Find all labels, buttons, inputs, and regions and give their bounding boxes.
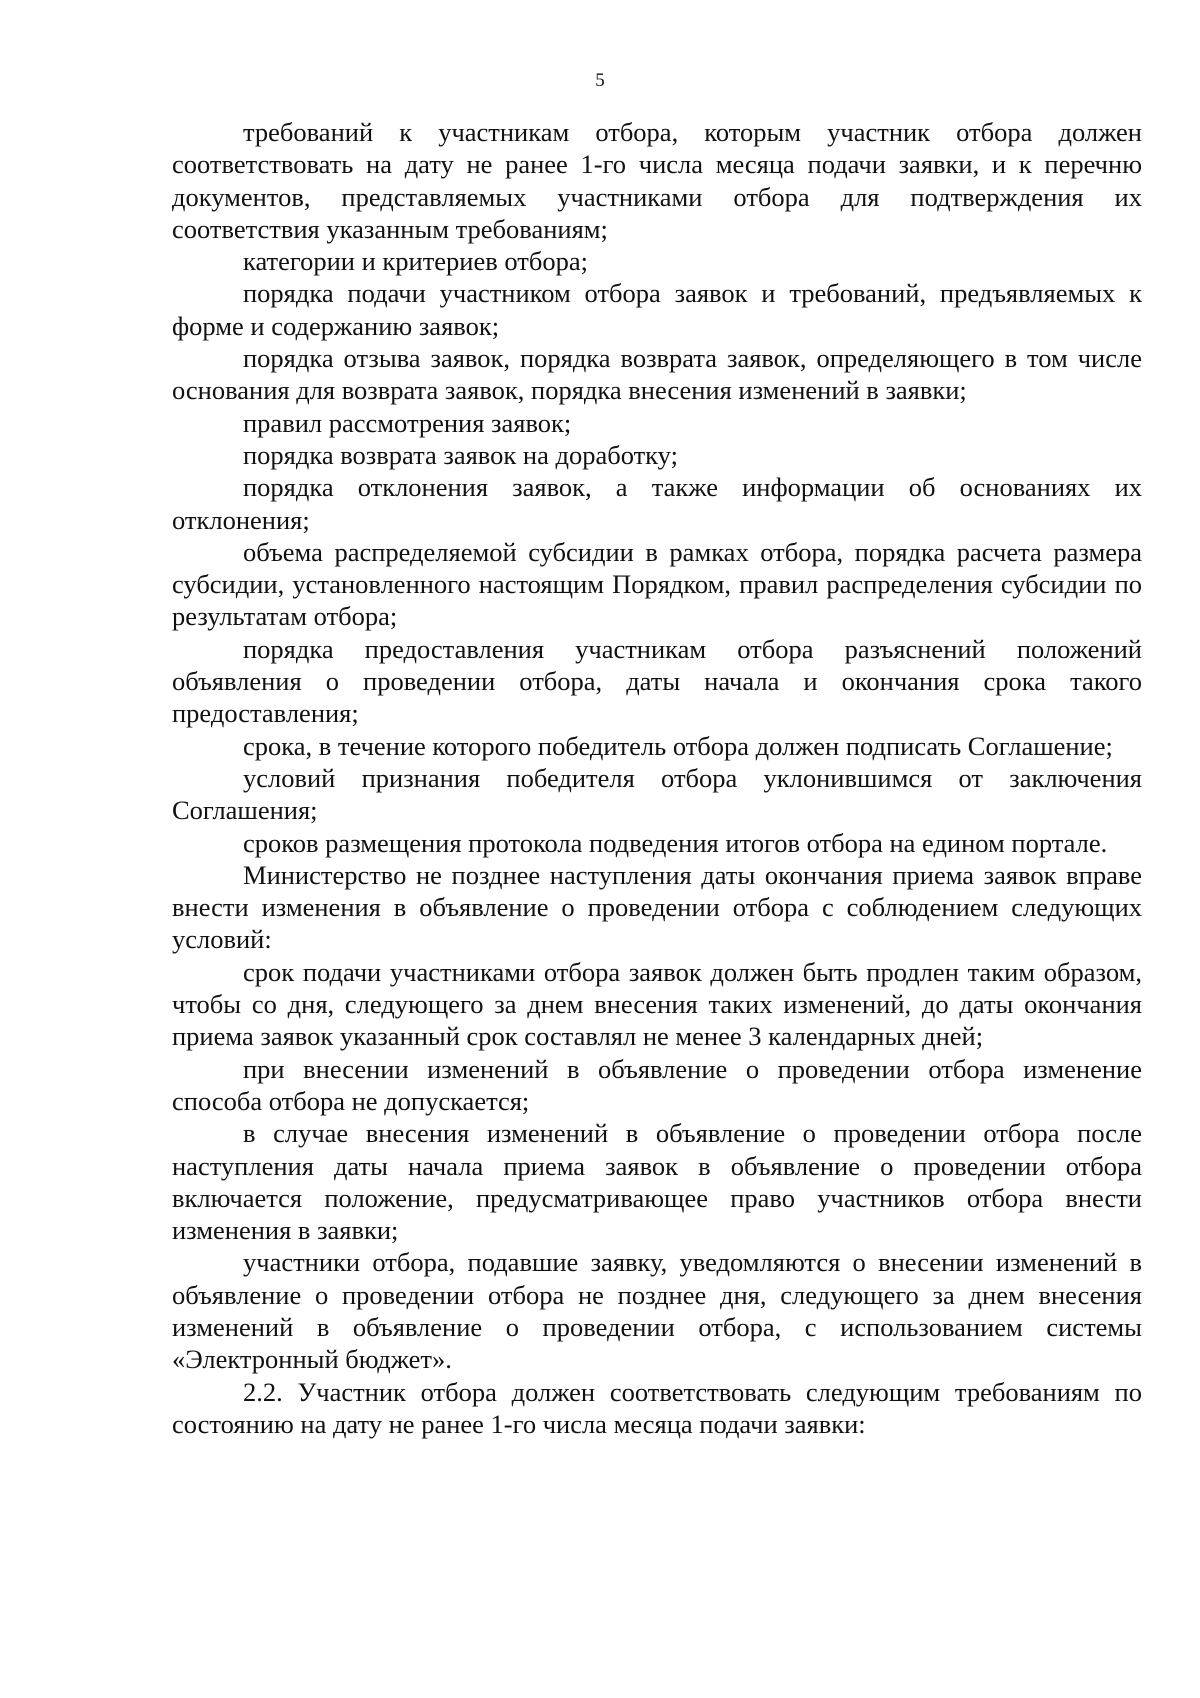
page-number: 5	[595, 70, 605, 91]
paragraph: при внесении изменений в объявление о проведении отбора изменение способа отбора не допускается;	[172, 1053, 1142, 1116]
paragraph: порядка подачи участником отбора заявок и требований, предъявляемых к форме и содержанию заявок;	[172, 278, 1142, 341]
paragraph: в случае внесения изменений в объявление о проведении отбора после наступления даты начала приема заявок в объявление о проведении отбора включается положение, предусматривающее право участников отбора внести изменения в заявки;	[172, 1118, 1142, 1246]
paragraph: условий признания победителя отбора уклонившимся от заключения Соглашения;	[172, 762, 1142, 826]
paragraph: объема распределяемой субсидии в рамках отбора, порядка расчета размера субсидии, установленного настоящим Порядком, правил распределения субсидии по результатам отбора;	[172, 536, 1142, 632]
paragraph: Министерство не позднее наступления даты окончания приема заявок вправе внести изменения в объявление о проведении отбора с соблюдением следующих условий:	[172, 859, 1142, 955]
paragraph: срок подачи участниками отбора заявок должен быть продлен таким образом, чтобы со дня, следующего за днем внесения таких изменений, до даты окончания приема заявок указанный срок составлял не менее 3 календарных дней;	[172, 956, 1142, 1052]
paragraph: требований к участникам отбора, которым участник отбора должен соответствовать на дату не ранее 1-го числа месяца подачи заявки, и к перечню документов, представляемых участниками отбора для подтверждения их соответствия указанным требованиям;	[172, 117, 1142, 244]
paragraph: порядка предоставления участникам отбора разъяснений положений объявления о проведении отбора, даты начала и окончания срока такого предоставления;	[172, 633, 1142, 729]
paragraph: участники отбора, подавшие заявку, уведомляются о внесении изменений в объявление о проведении отбора не позднее дня, следующего за днем внесения изменений в объявление о проведении отбора, с использованием системы «Электронный бюджет».	[172, 1247, 1142, 1375]
paragraph: 2.2. Участник отбора должен соответствовать следующим требованиям по состоянию на дату не ранее 1-го числа месяца подачи заявки:	[172, 1376, 1142, 1439]
paragraph: правил рассмотрения заявок;	[243, 407, 572, 438]
paragraph: порядка отклонения заявок, а также информации об основаниях их отклонения;	[172, 472, 1142, 535]
paragraph: порядка возврата заявок на доработку;	[243, 439, 678, 470]
paragraph: категории и критериев отбора;	[243, 246, 588, 277]
paragraph: срока, в течение которого победитель отбора должен подписать Соглашение;	[243, 730, 1113, 761]
paragraph: сроков размещения протокола подведения итогов отбора на едином портале.	[243, 827, 1108, 858]
document-body	[172, 116, 1142, 1440]
paragraph: порядка отзыва заявок, порядка возврата заявок, определяющего в том числе основания для возврата заявок, порядка внесения изменений в заявки;	[172, 343, 1142, 406]
